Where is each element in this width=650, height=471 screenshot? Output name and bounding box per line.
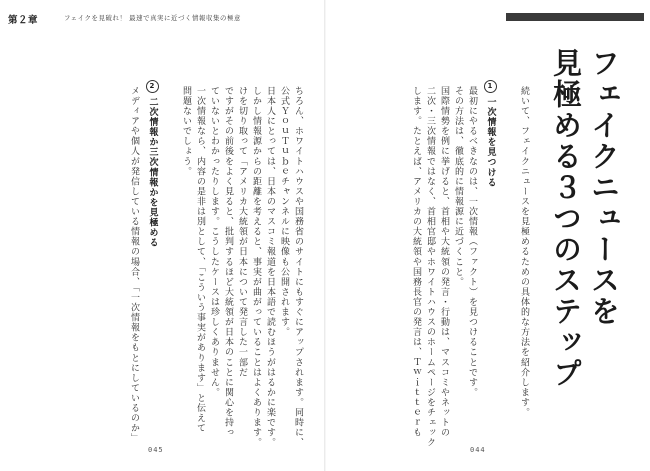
body-line: 二次・三次情報ではなく、首相官邸やホワイトハウスのホームページをチェック — [425, 86, 435, 448]
body-line: その方法は、徹底的に情報源に近づくこと。 — [453, 86, 463, 287]
body-line: しかし情報源からの距離を考えると、事実が曲がっていることはよくあります。 — [251, 86, 261, 448]
body-line: 問題ないでしょう。 — [181, 86, 191, 177]
body-line: 最初にやるべきなのは、一次情報（ファクト）を見つけることです。 — [467, 86, 477, 398]
intro-paragraph: 続いて、フェイクニュースを見極めるための具体的な方法を紹介します。 — [519, 86, 529, 418]
running-title: フェイクを見破れ！ 最速で真実に近づく情報収集の極意 — [64, 14, 241, 22]
step1-heading-line — [484, 80, 497, 187]
body-line: します。たとえば、アメリカの大統領や国務長官の発言は、Ｔｗｉｔｔｅｒも — [411, 86, 421, 438]
body-line: ちろん、ホワイトハウスや国務省のサイトにもすぐにアップされます。同時に、 — [293, 86, 303, 448]
section-title-line1: フェイクニュースを — [587, 48, 621, 327]
body-line: 日本人にとっては、日本のマスコミ報道を日本語で読むほうがはるかに楽です。 — [265, 86, 275, 448]
body-line: 一次情報なら、内容の是非は別として、「こういう事実があります」と伝えて — [195, 86, 205, 434]
step-number-badge: 1 — [484, 80, 497, 93]
step-number-badge: 2 — [146, 80, 159, 93]
header-bar — [506, 13, 644, 21]
body-line: メディアや個人が発信している情報の場合、「一次情報をもとにしているのか」 — [129, 86, 139, 444]
body-line: ですがその前後をよく見ると、批判するほど大統領が日本のことに関心を持っ — [223, 86, 233, 438]
chapter-label: 第２章 — [8, 15, 39, 26]
step2-heading-line — [146, 80, 159, 248]
body-line: けを切り取って「アメリカ大統領が日本について発言した一部だ — [237, 86, 247, 378]
body-line: 国際情勢を例に挙げると、首相や大統領の発言・行動は、マスコミやネットの — [439, 86, 449, 438]
body-line: ていないとわかったりします。こうしたケースは珍しくありません。 — [209, 86, 219, 398]
body-line: 公式ＹｏｕＴｕｂｅチャンネルに映像も公開されます。 — [279, 86, 289, 338]
section-title-line2: 見極める３つのステップ — [549, 48, 583, 389]
page-number-right: 044 — [470, 446, 486, 454]
page-gutter — [324, 0, 326, 471]
step2-heading: 二次情報か三次情報かを見極める — [147, 97, 158, 248]
page-number-left: 045 — [148, 446, 164, 454]
step1-heading: 一次情報を見つける — [485, 97, 496, 188]
